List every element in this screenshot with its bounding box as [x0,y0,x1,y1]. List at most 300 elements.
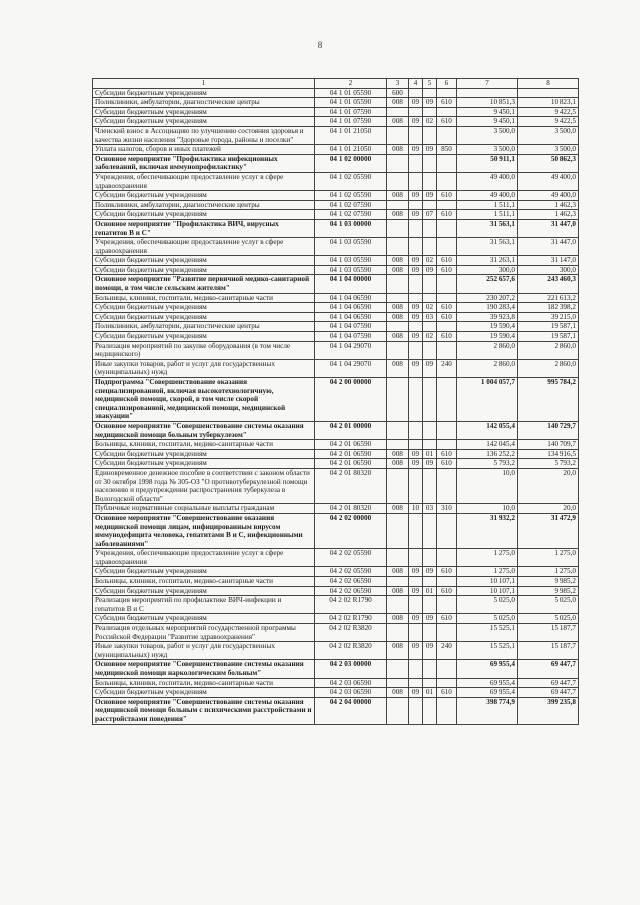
table-row [93,98,579,108]
cell-target-code: 04 2 01 06590 [315,449,387,459]
cell-expense-type: 610 [437,449,457,459]
table-row [93,332,579,342]
cell-amount-year2: 49 400,0 [518,172,579,190]
cell-subsection [423,421,437,439]
cell-amount-year1: 1 275,0 [457,549,518,567]
budget-table-wrapper [92,78,578,725]
cell-amount-year1: 5 025,0 [457,596,518,614]
cell-amount-year1: 398 774,9 [457,697,518,724]
cell-grbs [387,697,409,724]
cell-expense-type [437,154,457,172]
cell-amount-year2: 39 215,0 [518,312,579,322]
cell-section [409,697,423,724]
cell-amount-year2: 31 447,0 [518,219,579,237]
cell-target-code: 04 1 03 00000 [315,219,387,237]
cell-amount-year1: 39 923,8 [457,312,518,322]
cell-target-code: 04 2 01 80320 [315,504,387,514]
cell-expense-type [437,468,457,503]
cell-name: Уплата налогов, сборов и иных платежей [93,145,315,155]
cell-section: 09 [409,265,423,275]
cell-amount-year1: 49 400,0 [457,191,518,201]
cell-target-code: 04 1 01 07590 [315,107,387,117]
table-row [93,265,579,275]
cell-grbs: 008 [387,117,409,127]
cell-section [409,468,423,503]
cell-section: 10 [409,504,423,514]
cell-name: Субсидии бюджетным учреждениям [93,688,315,698]
cell-amount-year1: 69 955,4 [457,678,518,688]
cell-expense-type: 610 [437,688,457,698]
cell-subsection: 02 [423,117,437,127]
cell-grbs: 008 [387,312,409,322]
cell-amount-year2: 399 235,8 [518,697,579,724]
cell-grbs [387,219,409,237]
cell-target-code: 04 1 02 07590 [315,200,387,210]
cell-name: Субсидии бюджетным учреждениям [93,210,315,220]
cell-section [409,322,423,332]
cell-target-code: 04 1 01 21050 [315,126,387,144]
cell-section [409,293,423,303]
cell-expense-type: 850 [437,145,457,155]
cell-expense-type [437,107,457,117]
table-row [93,459,579,469]
cell-subsection [423,678,437,688]
cell-subsection [423,468,437,503]
cell-target-code: 04 2 02 06590 [315,577,387,587]
cell-name: Единовременное денежное пособие в соответствии с законом области от 30 октября 1998 года № 305-ОЗ "О противотуберкулезной помощи населению и предупреждении распространения туберкулеза в Вологодской области" [93,468,315,503]
cell-section [409,624,423,642]
table-row [93,549,579,567]
table-row [93,322,579,332]
cell-subsection: 09 [423,145,437,155]
cell-grbs [387,126,409,144]
cell-subsection: 01 [423,688,437,698]
cell-subsection [423,275,437,293]
table-row [93,421,579,439]
cell-amount-year1: 31 563,1 [457,219,518,237]
cell-subsection [423,624,437,642]
cell-subsection: 09 [423,265,437,275]
cell-expense-type [437,596,457,614]
cell-amount-year2: 9 985,2 [518,577,579,587]
cell-target-code: 04 2 02 R1790 [315,596,387,614]
cell-name: Подпрограмма "Совершенствование оказания специализированной, включая высокотехнологичную, медицинской помощи, скорой, в том числе скорой специализированной, медицинской помощи, медицинской эвакуации" [93,378,315,422]
cell-name: Больницы, клиники, госпитали, медико-санитарные части [93,577,315,587]
cell-expense-type: 610 [437,614,457,624]
cell-section [409,88,423,98]
cell-expense-type [437,341,457,359]
table-row [93,200,579,210]
cell-amount-year2: 5 025,0 [518,596,579,614]
table-row [93,513,579,548]
cell-target-code: 04 2 01 80320 [315,468,387,503]
cell-amount-year1: 1 004 057,7 [457,378,518,422]
table-row [93,210,579,220]
cell-section [409,341,423,359]
cell-amount-year2: 20,0 [518,504,579,514]
cell-section: 09 [409,303,423,313]
cell-section: 09 [409,191,423,201]
cell-amount-year1: 15 525,1 [457,624,518,642]
cell-amount-year1: 5 793,2 [457,459,518,469]
cell-amount-year2: 19 587,1 [518,332,579,342]
cell-name: Субсидии бюджетным учреждениям [93,117,315,127]
table-row [93,624,579,642]
cell-target-code: 04 1 01 05590 [315,98,387,108]
budget-table [92,78,579,725]
cell-target-code: 04 1 04 00000 [315,275,387,293]
cell-subsection [423,322,437,332]
cell-subsection: 02 [423,303,437,313]
cell-target-code: 04 2 01 06590 [315,459,387,469]
cell-target-code: 04 1 04 07590 [315,332,387,342]
cell-amount-year1: 31 263,1 [457,256,518,266]
cell-expense-type: 610 [437,256,457,266]
cell-section [409,172,423,190]
cell-amount-year1: 19 590,4 [457,322,518,332]
table-row [93,660,579,678]
cell-name: Субсидии бюджетным учреждениям [93,191,315,201]
cell-name: Субсидии бюджетным учреждениям [93,614,315,624]
cell-expense-type [437,200,457,210]
cell-grbs: 008 [387,191,409,201]
cell-amount-year1: 15 525,1 [457,642,518,660]
column-header-row [93,79,579,89]
cell-target-code: 04 1 04 07590 [315,322,387,332]
cell-amount-year1: 9 450,1 [457,117,518,127]
cell-amount-year2: 1 462,3 [518,200,579,210]
cell-expense-type [437,322,457,332]
cell-grbs [387,440,409,450]
cell-grbs: 008 [387,210,409,220]
table-row [93,596,579,614]
cell-section [409,596,423,614]
cell-target-code: 04 2 01 06590 [315,440,387,450]
cell-amount-year1: 19 590,4 [457,332,518,342]
table-row [93,567,579,577]
cell-section [409,421,423,439]
cell-name: Больницы, клиники, госпитали, медико-санитарные части [93,678,315,688]
cell-amount-year2: 1 275,0 [518,567,579,577]
cell-name: Основное мероприятие "Совершенствование системы оказания медицинской помощи больным с психическими расстройствами и расстройствами поведения" [93,697,315,724]
column-header: 6 [437,79,457,89]
table-row [93,614,579,624]
cell-grbs [387,293,409,303]
cell-amount-year2: 9 422,5 [518,117,579,127]
cell-grbs [387,378,409,422]
cell-amount-year2: 1 275,0 [518,549,579,567]
cell-grbs: 008 [387,459,409,469]
cell-grbs [387,660,409,678]
cell-grbs: 008 [387,98,409,108]
cell-name: Субсидии бюджетным учреждениям [93,256,315,266]
cell-amount-year1: 5 025,0 [457,614,518,624]
cell-amount-year2: 10 823,1 [518,98,579,108]
cell-amount-year1: 31 563,1 [457,238,518,256]
cell-subsection: 02 [423,256,437,266]
cell-target-code: 04 1 04 29070 [315,359,387,377]
cell-name: Субсидии бюджетным учреждениям [93,332,315,342]
cell-amount-year1: 9 450,1 [457,107,518,117]
cell-amount-year1: 10 107,1 [457,586,518,596]
cell-subsection: 09 [423,359,437,377]
cell-expense-type: 610 [437,332,457,342]
cell-amount-year2: 995 784,2 [518,378,579,422]
cell-target-code: 04 1 04 29070 [315,341,387,359]
cell-target-code: 04 2 02 R1790 [315,614,387,624]
cell-section [409,577,423,587]
cell-name: Субсидии бюджетным учреждениям [93,88,315,98]
cell-expense-type [437,293,457,303]
cell-grbs [387,238,409,256]
cell-subsection: 01 [423,449,437,459]
cell-amount-year2: 15 187,7 [518,642,579,660]
table-row [93,256,579,266]
cell-target-code: 04 1 01 07590 [315,117,387,127]
cell-subsection [423,440,437,450]
cell-amount-year1: 49 400,0 [457,172,518,190]
cell-amount-year2: 221 613,2 [518,293,579,303]
cell-name: Субсидии бюджетным учреждениям [93,312,315,322]
cell-amount-year2: 9 422,5 [518,107,579,117]
cell-expense-type [437,238,457,256]
cell-section [409,378,423,422]
cell-expense-type: 610 [437,459,457,469]
cell-grbs [387,678,409,688]
cell-grbs [387,513,409,548]
cell-amount-year1: 1 511,1 [457,200,518,210]
cell-subsection [423,549,437,567]
cell-amount-year1: 252 657,6 [457,275,518,293]
cell-subsection [423,154,437,172]
cell-grbs: 008 [387,688,409,698]
cell-name: Учреждения, обеспечивающие предоставление услуг в сфере здравоохранения [93,549,315,567]
cell-name: Основное мероприятие "Профилактика ВИЧ, вирусных гепатитов В и С" [93,219,315,237]
table-row [93,577,579,587]
cell-expense-type: 610 [437,567,457,577]
table-row [93,688,579,698]
cell-grbs: 008 [387,567,409,577]
table-row [93,293,579,303]
cell-section: 09 [409,459,423,469]
cell-name: Иные закупки товаров, работ и услуг для государственных (муниципальных) нужд [93,642,315,660]
cell-section: 09 [409,256,423,266]
cell-grbs [387,275,409,293]
table-row [93,697,579,724]
cell-section [409,660,423,678]
cell-expense-type [437,697,457,724]
cell-grbs: 008 [387,332,409,342]
cell-subsection [423,88,437,98]
cell-amount-year1: 10,0 [457,504,518,514]
cell-amount-year2: 182 398,2 [518,303,579,313]
cell-subsection: 03 [423,312,437,322]
cell-amount-year1: 190 283,4 [457,303,518,313]
cell-target-code: 04 2 02 06590 [315,586,387,596]
cell-subsection: 09 [423,567,437,577]
cell-grbs [387,322,409,332]
cell-name: Членский взнос в Ассоциацию по улучшению состояния здоровья и качества жизни населения "Здоровые города, районы и поселки" [93,126,315,144]
cell-name: Реализация мероприятий по закупке оборудования (в том числе медицинского) [93,341,315,359]
cell-subsection [423,126,437,144]
cell-amount-year2: 243 460,3 [518,275,579,293]
cell-expense-type [437,577,457,587]
cell-name: Учреждения, обеспечивающие предоставление услуг в сфере здравоохранения [93,172,315,190]
cell-target-code: 04 2 03 06590 [315,688,387,698]
cell-target-code: 04 2 02 R3820 [315,642,387,660]
cell-subsection [423,660,437,678]
cell-name: Субсидии бюджетным учреждениям [93,567,315,577]
cell-target-code: 04 1 02 00000 [315,154,387,172]
table-row [93,107,579,117]
cell-grbs: 008 [387,359,409,377]
cell-amount-year1: 3 500,0 [457,145,518,155]
cell-grbs [387,577,409,587]
cell-section [409,275,423,293]
cell-subsection: 09 [423,191,437,201]
cell-grbs: 008 [387,504,409,514]
cell-expense-type: 610 [437,210,457,220]
cell-grbs: 008 [387,449,409,459]
cell-section: 09 [409,145,423,155]
cell-expense-type: 240 [437,642,457,660]
table-row [93,449,579,459]
cell-expense-type [437,88,457,98]
cell-amount-year1: 10 107,1 [457,577,518,587]
cell-subsection [423,341,437,359]
cell-target-code: 04 1 01 21050 [315,145,387,155]
cell-name: Субсидии бюджетным учреждениям [93,303,315,313]
cell-grbs: 008 [387,303,409,313]
cell-expense-type [437,549,457,567]
cell-expense-type [437,172,457,190]
cell-name: Основное мероприятие "Развитие первичной медико-санитарной помощи, в том числе сельским жителям" [93,275,315,293]
cell-target-code: 04 2 02 R3820 [315,624,387,642]
cell-grbs [387,200,409,210]
cell-grbs [387,468,409,503]
cell-expense-type [437,440,457,450]
cell-amount-year2: 49 400,0 [518,191,579,201]
cell-amount-year1: 142 055,4 [457,421,518,439]
cell-subsection [423,577,437,587]
table-row [93,378,579,422]
cell-subsection [423,697,437,724]
cell-amount-year2: 140 729,7 [518,421,579,439]
table-row [93,88,579,98]
cell-expense-type: 610 [437,98,457,108]
cell-amount-year2: 31 472,9 [518,513,579,548]
cell-amount-year1: 10 851,3 [457,98,518,108]
cell-section [409,513,423,548]
cell-section: 09 [409,117,423,127]
table-row [93,359,579,377]
cell-grbs: 008 [387,614,409,624]
table-row [93,642,579,660]
table-row [93,238,579,256]
cell-name: Больницы, клиники, госпитали, медико-санитарные части [93,293,315,303]
cell-amount-year2: 50 862,3 [518,154,579,172]
cell-target-code: 04 1 04 06590 [315,312,387,322]
cell-subsection [423,219,437,237]
column-header: 5 [423,79,437,89]
cell-expense-type: 610 [437,117,457,127]
cell-subsection [423,293,437,303]
cell-subsection: 03 [423,504,437,514]
cell-section [409,238,423,256]
cell-subsection: 09 [423,642,437,660]
cell-subsection: 09 [423,98,437,108]
cell-subsection: 02 [423,332,437,342]
table-row [93,154,579,172]
cell-name: Субсидии бюджетным учреждениям [93,459,315,469]
cell-grbs: 008 [387,642,409,660]
cell-section: 09 [409,98,423,108]
page-number: 8 [317,40,323,50]
cell-expense-type [437,660,457,678]
cell-amount-year2: 20,0 [518,468,579,503]
cell-expense-type: 610 [437,191,457,201]
cell-expense-type [437,126,457,144]
cell-section: 09 [409,688,423,698]
cell-expense-type: 610 [437,265,457,275]
cell-amount-year2: 140 709,7 [518,440,579,450]
cell-amount-year1: 69 955,4 [457,688,518,698]
cell-section [409,219,423,237]
table-row [93,341,579,359]
cell-name: Публичные нормативные социальные выплаты гражданам [93,504,315,514]
cell-subsection [423,513,437,548]
cell-name: Поликлиники, амбулатории, диагностические центры [93,322,315,332]
cell-amount-year1: 300,0 [457,265,518,275]
cell-name: Основное мероприятие "Профилактика инфекционных заболеваний, включая иммунопрофилактику" [93,154,315,172]
cell-amount-year2: 69 447,7 [518,660,579,678]
cell-grbs: 008 [387,145,409,155]
cell-subsection: 07 [423,210,437,220]
cell-target-code: 04 1 03 05590 [315,256,387,266]
cell-grbs [387,107,409,117]
cell-amount-year2: 31 147,0 [518,256,579,266]
cell-grbs: 008 [387,256,409,266]
cell-subsection [423,107,437,117]
cell-amount-year1: 31 932,2 [457,513,518,548]
cell-subsection [423,238,437,256]
table-row [93,117,579,127]
cell-expense-type [437,624,457,642]
cell-target-code: 04 2 03 06590 [315,678,387,688]
cell-amount-year1: 10,0 [457,468,518,503]
cell-grbs [387,421,409,439]
cell-expense-type [437,378,457,422]
cell-expense-type: 610 [437,312,457,322]
cell-grbs: 008 [387,586,409,596]
cell-name: Учреждения, обеспечивающие предоставление услуг в сфере здравоохранения [93,238,315,256]
table-row [93,172,579,190]
column-header: 1 [93,79,315,89]
cell-grbs [387,172,409,190]
cell-target-code: 04 2 02 05590 [315,549,387,567]
cell-section [409,549,423,567]
table-row [93,303,579,313]
cell-amount-year1: 69 955,4 [457,660,518,678]
cell-expense-type [437,275,457,293]
cell-amount-year2: 3 500,0 [518,145,579,155]
cell-amount-year2: 19 587,1 [518,322,579,332]
cell-amount-year1: 1 511,1 [457,210,518,220]
cell-name: Больницы, клиники, госпитали, медико-санитарные части [93,440,315,450]
cell-expense-type [437,678,457,688]
cell-target-code: 04 2 02 05590 [315,567,387,577]
cell-name: Основное мероприятие "Совершенствование системы оказания медицинской помощи наркологическим больным" [93,660,315,678]
